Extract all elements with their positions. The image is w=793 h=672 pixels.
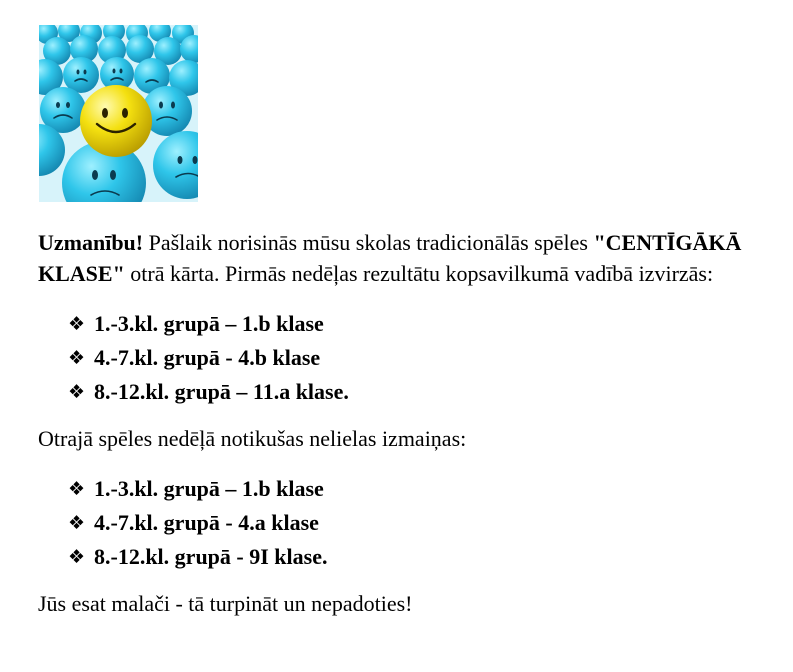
intro-text-1: Pašlaik norisinās mūsu skolas tradicionālās spēles [143,230,594,255]
diamond-bullet-icon: ❖ [68,546,86,568]
closing-paragraph: Jūs esat malači - tā turpināt un nepadoties! [38,591,413,616]
intro-paragraph [38,227,758,289]
diamond-bullet-icon: ❖ [68,347,86,369]
list-item [68,540,758,574]
result-text: 1.-3.kl. grupā – 1.b klase [94,476,324,501]
diamond-bullet-icon: ❖ [68,381,86,403]
changes-paragraph: Otrajā spēles nedēļā notikušas nelielas izmaiņas: [38,426,467,451]
list-item [68,506,758,540]
list-item [68,341,758,375]
list-item [68,307,758,341]
attention-label: Uzmanību! [38,230,144,255]
contest-name: "CENTĪGĀKĀ KLASE" [38,230,742,286]
smiley-faces-illustration [39,25,198,202]
intro-text-2: otrā kārta. Pirmās nedēļas rezultātu kopsavilkumā vadībā izvirzās: [124,261,714,286]
result-text: 4.-7.kl. grupā - 4.b klase [94,345,321,370]
diamond-bullet-icon: ❖ [68,478,86,500]
diamond-bullet-icon: ❖ [68,313,86,335]
yellow-smiley-face [80,85,152,157]
week1-results-list [38,307,758,409]
list-item [68,375,758,409]
diamond-bullet-icon: ❖ [68,512,86,534]
list-item [68,472,758,506]
result-text: 1.-3.kl. grupā – 1.b klase [94,311,324,336]
week2-results-list [38,472,758,574]
smiley-faces-photo [39,25,198,202]
announcement [38,227,758,619]
result-text: 8.-12.kl. grupā – 11.a klase. [94,379,349,404]
result-text: 8.-12.kl. grupā - 9I klase. [94,544,328,569]
result-text: 4.-7.kl. grupā - 4.a klase [94,510,319,535]
